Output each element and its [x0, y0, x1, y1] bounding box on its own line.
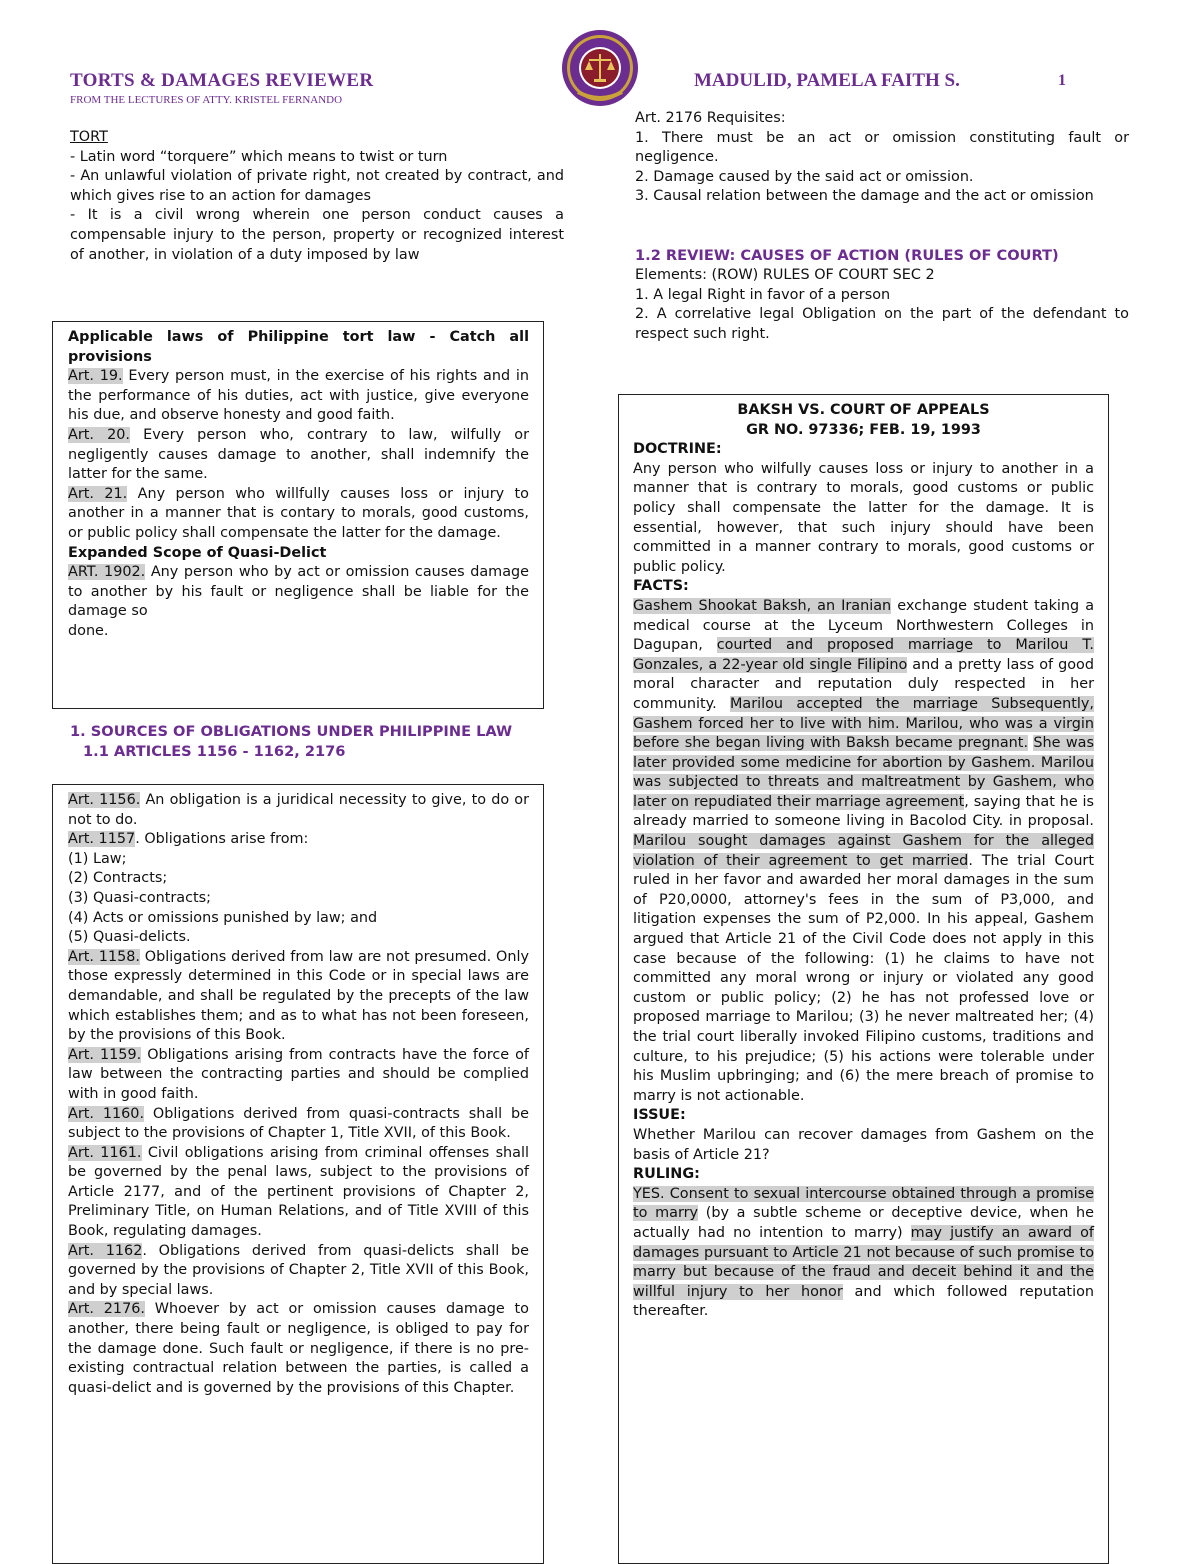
review-elements: Elements: (ROW) RULES OF COURT SEC 2: [635, 267, 935, 283]
tort-heading: TORT: [70, 129, 108, 145]
article-label: Art. 1158.: [68, 948, 140, 965]
ruling-span: and which followed reputation thereafter.: [633, 1283, 1094, 1320]
tort-line: - It is a civil wrong wherein one person conduct causes a compensable injury to the person, property or recognized interest of another, in violation of a duty imposed by law: [70, 207, 564, 263]
section-heading: 1. SOURCES OF OBLIGATIONS UNDER PHILIPPINE LAW: [70, 723, 513, 740]
article-text: Every person must, in the exercise of his rights and in the performance of his duties, act with justice, give everyone his due, and observe honesty and good faith.: [68, 368, 529, 424]
highlighted-text: Marilou accepted the marriage Subsequently, Gashem forced her to live with him. Marilou, who was a virgin before she began living with Baksh became pregnant.: [633, 695, 1095, 752]
case-number: GR NO. 97336; FEB. 19, 1993: [746, 421, 981, 438]
case-title: BAKSH VS. COURT OF APPEALS: [737, 402, 990, 418]
requisites-heading: Art. 2176 Requisites:: [635, 110, 786, 126]
document-title: TORTS & DAMAGES REVIEWER: [70, 70, 374, 91]
tort-line: - Latin word “torquere” which means to twist or turn: [70, 148, 448, 165]
facts-span: exchange student taking a medical course at the Lyceum Northwestern Colleges in Dagupan,: [633, 597, 1095, 654]
article-label: Art. 1159.: [68, 1046, 142, 1063]
article-label: Art. 20.: [68, 426, 130, 443]
tort-line: - An unlawful violation of private right, not created by contract, and which gives rise to an action for damages: [70, 168, 564, 204]
article-text: Obligations derived from law are not presumed. Only those expressly determined in this Code or in special laws are demandable, and shall be regulated by the precepts of the law which establishes them; and as to what has not been foreseen, by the provisions of this Book.: [68, 948, 529, 1044]
author-name: MADULID, PAMELA FAITH S.: [694, 70, 960, 91]
ruling-label: RULING:: [633, 1166, 700, 1183]
issue-label: ISSUE:: [633, 1107, 686, 1124]
article-19: [68, 367, 529, 426]
highlighted-text: Gashem Shookat Baksh, an Iranian: [633, 597, 892, 614]
list-item: (1) Law;: [68, 850, 127, 867]
highlighted-text: YES. Consent to sexual intercourse obtained through a promise to marry: [633, 1185, 1094, 1222]
list-item: 3. Causal relation between the damage and the act or omission: [635, 188, 1094, 205]
tort-section: [70, 128, 564, 265]
list-item: (5) Quasi-delicts.: [68, 929, 191, 946]
article-label: Art. 1162: [68, 1242, 143, 1259]
applicable-laws-heading: Applicable laws of Philippine tort law - Catch all provisions: [68, 329, 529, 365]
article-20: [68, 426, 529, 485]
review-section: [635, 266, 1129, 344]
article-label: Art. 1157: [68, 831, 136, 848]
highlighted-text: courted and proposed marriage to Marilou T. Gonzales, a 22-year old single Filipino: [633, 637, 1094, 673]
article-text: . Obligations derived from quasi-delicts shall be governed by the provisions of Chapter 2, Title XVII of this Book, and by special laws.: [68, 1242, 529, 1298]
article-1162: [68, 1242, 529, 1301]
ruling-span: (by a subtle scheme or deceptive device, when he actually had no intention to marry): [633, 1205, 1094, 1241]
highlighted-text: She was later provided some medicine for abortion by Gashem. Marilou was subjected to threats and maltreatment by Gashem, who later on repudiated their marriage agreement: [633, 735, 1094, 810]
article-text: Obligations arising from contracts have the force of law between the contracting parties and should be complied with in good faith.: [68, 1046, 530, 1102]
articles-content: [68, 791, 529, 1398]
highlighted-text: Marilou sought damages against Gashem for the alleged violation of their agreement to get married: [633, 833, 1094, 869]
facts-span: . The trial Court ruled in her favor and awarded her moral damages in the sum of P20,0000, attorney's fees in the sum of P3,000, and litigation expenses the sum of P2,000. In his appeal, Gashem argued that Article 21 of the Civil Code does not apply in this case because of the following: (1) he claims to have not committed any moral wrong or injury or violated any good custom or public policy; (2) he has not professed love or proposed marriage to Marilou; (3) he never maltreated her; (4) the trial court liberally invoked Filipino customs, traditions and culture, to his prejudice; (5) his actions were tolerable under his Muslim upbringing; and (6) the mere breach of promise to marry is not actionable.: [633, 852, 1094, 1104]
article-21: [68, 485, 529, 544]
list-item: 1. A legal Right in favor of a person: [635, 286, 891, 303]
facts-label: FACTS:: [633, 578, 689, 595]
ruling-text: [633, 1185, 1094, 1322]
article-2176: [68, 1300, 529, 1398]
doctrine-label: DOCTRINE:: [633, 441, 722, 458]
facts-span: and a pretty lass of good moral character and reputation duly respected in her community.: [633, 656, 1094, 712]
requisites-section: [635, 109, 1129, 207]
highlighted-text: may justify an award of damages pursuant to Article 21 not because of such promise to marry but because of the fraud and deceit behind it and the willful injury to her honor: [633, 1224, 1094, 1300]
article-text: Whoever by act or omission causes damage to another, there being fault or negligence, is obliged to pay for the damage done. Such fault or negligence, if there is no pre-existing contractual relation between the parties, is called a quasi-delict and is governed by the provisions of this Chapter.: [68, 1301, 529, 1396]
page-number: 1: [1058, 72, 1066, 89]
document-subtitle: FROM THE LECTURES OF ATTY. KRISTEL FERNANDO: [70, 94, 343, 106]
list-item: (2) Contracts;: [68, 870, 168, 887]
article-1160: [68, 1105, 529, 1144]
article-label: Art. 1161.: [68, 1144, 142, 1161]
article-label: ART. 1902.: [68, 564, 146, 581]
article-label: Art. 19.: [68, 368, 123, 385]
article-text: . Obligations arise from:: [135, 831, 309, 848]
university-seal-logo: [560, 28, 640, 108]
issue-text: Whether Marilou can recover damages from Gashem on the basis of Article 21?: [633, 1126, 1094, 1163]
article-1902-end: done.: [68, 622, 109, 639]
article-1161: [68, 1144, 529, 1242]
article-text: Any person who by act or omission causes damage to another by his fault or negligence shall be liable for the damage so: [68, 564, 529, 620]
article-text: Every person who, contrary to law, wilfully or negligently causes damage to another, shall indemnify the latter for the same.: [68, 426, 529, 483]
section-subheading: 1.1 ARTICLES 1156 - 1162, 2176: [83, 743, 346, 760]
facts-text: [633, 597, 1094, 1106]
article-label: Art. 2176.: [68, 1301, 145, 1318]
case-content: [633, 401, 1094, 1322]
applicable-laws-content: [68, 328, 529, 642]
article-1158: [68, 948, 529, 1046]
list-item: 1. There must be an act or omission constituting fault or negligence.: [635, 129, 1129, 166]
article-text: Obligations derived from quasi-contracts shall be subject to the provisions of Chapter 1, Title XVII, of this Book.: [68, 1105, 529, 1142]
list-item: 2. Damage caused by the said act or omission.: [635, 168, 974, 185]
article-1159: [68, 1046, 529, 1105]
list-item: (3) Quasi-contracts;: [68, 889, 212, 906]
article-text: An obligation is a juridical necessity to give, to do or not to do.: [68, 792, 529, 828]
article-text: Any person who willfully causes loss or injury to another in a manner that is contary to morals, good customs, or public policy shall compensate the latter for the damage.: [68, 485, 529, 541]
article-label: Art. 21.: [68, 485, 128, 502]
article-label: Art. 1156.: [68, 792, 141, 808]
article-1902: [68, 563, 529, 622]
article-label: Art. 1160.: [68, 1105, 145, 1122]
article-text: Civil obligations arising from criminal offenses shall be governed by the penal laws, subject to the provisions of Article 2177, and of the pertinent provisions of Chapter 2, Preliminary Title, on Human Relations, and of Title XVIII of this Book, regulating damages.: [68, 1144, 529, 1240]
article-1156: [68, 791, 529, 830]
article-1157: [68, 830, 529, 850]
expanded-scope-heading: Expanded Scope of Quasi-Delict: [68, 544, 327, 561]
facts-span: , saying that he is already married to someone living in Bacolod City. in proposal.: [633, 793, 1095, 830]
list-item: 2. A correlative legal Obligation on the part of the defendant to respect such right.: [635, 306, 1129, 342]
doctrine-text: Any person who wilfully causes loss or injury to another in a manner that is contrary to morals, good customs or public policy shall compensate the latter for the damage. It is essential, however, that such injury should have been committed in a manner contrary to morals, good customs or public policy.: [633, 460, 1094, 575]
review-heading: 1.2 REVIEW: CAUSES OF ACTION (RULES OF COURT): [635, 247, 1059, 264]
list-item: (4) Acts or omissions punished by law; and: [68, 909, 378, 926]
